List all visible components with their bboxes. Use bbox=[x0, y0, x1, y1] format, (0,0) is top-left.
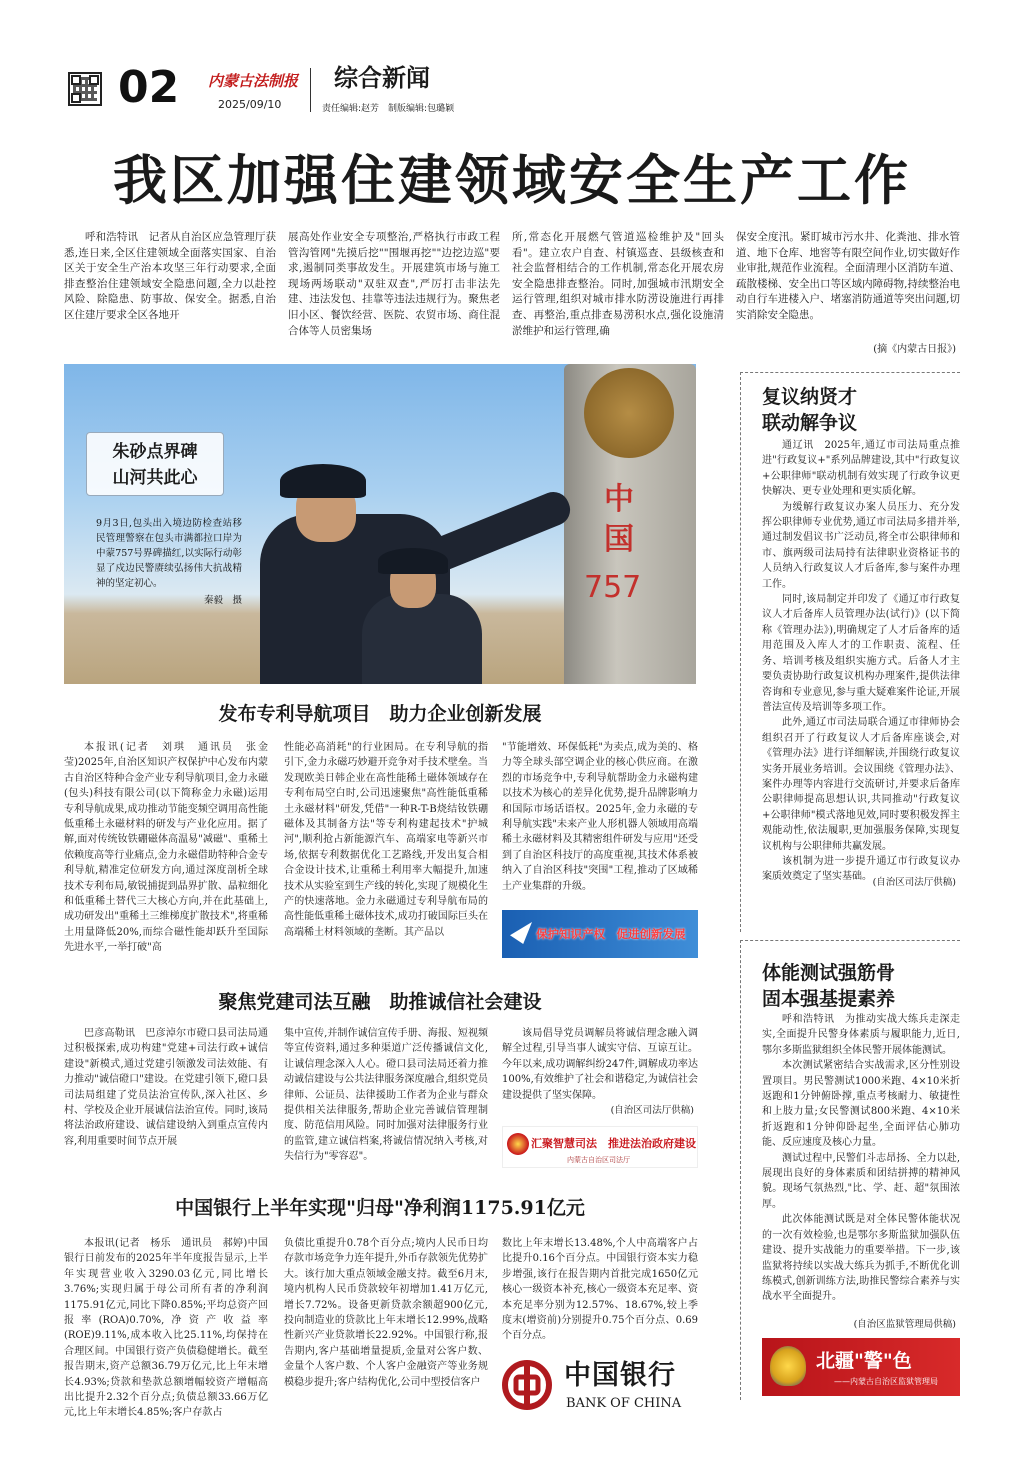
photo-credit: 秦毅 摄 bbox=[203, 595, 242, 606]
qr-code[interactable] bbox=[68, 72, 102, 106]
patent-headline: 发布专利导航项目 助力企业创新发展 bbox=[218, 703, 542, 725]
sidebar1-source: (自治区司法厅供稿) bbox=[872, 877, 956, 888]
caption-title-line-1: 朱砂点界碑 bbox=[112, 442, 198, 462]
main-article-col-2: 展高处作业安全专项整治,严格执行市政工程管沟管网"先摸后挖""围堰再挖""边挖边巡"要求,遏制同类事故发生。开展建筑市场与施工现场两场联动"双驻双查",严厉打击非法先建、违法发包、挂靠等违法违规行为。聚焦老旧小区、餐饮经营、医院、农贸市场、商住混合体等人员密集场 bbox=[288, 231, 500, 337]
boc-col-2: 负债比重提升0.78个百分点;境内人民币日均存款市场竞争力连年提升,外币存款领先优势扩大。该行加大重点领域金融支持。截至6月末,境内机构人民币贷款较年初增加1.41万亿元,增长7.72%。设备更新贷款余额超900亿元,投向制造业的贷款比上年末增长12.99%,战略性新兴产业贷款增长22.92%。中国银行称,报告期内,客户基础增量提质,金量对公客户数、金量个人客户数、个人客户金融资产等业务规模稳步提升;客户结构优化,公司中型授信客户 bbox=[284, 1238, 488, 1388]
justice-emblem-icon bbox=[507, 1133, 529, 1155]
stele-text: 中国 bbox=[604, 482, 634, 557]
party-headline: 聚焦党建司法互融 助推诚信社会建设 bbox=[218, 991, 542, 1013]
page-number: 02 bbox=[118, 62, 180, 113]
paper-name: 内蒙古法制报 bbox=[208, 72, 299, 90]
boc-logo[interactable] bbox=[502, 1356, 698, 1418]
sidebar2-divider bbox=[740, 940, 741, 1400]
national-emblem-icon bbox=[584, 368, 674, 458]
boc-col-3: 数比上年末增长13.48%,个人中高端客户占比提升0.16个百分点。中国银行资本实力稳步增强,该行在报告期内首批完成1650亿元核心一级资本补充,核心一级资本充足率、资本充足率分别为12.57%、18.67%,较上季度末(增资前)分别提升0.75个百分点、0.69个百分点。 bbox=[502, 1238, 698, 1342]
justice-banner-subtext: 内蒙古自治区司法厅 bbox=[567, 1156, 630, 1164]
patent-col-2: 性能必高消耗"的行业困局。在专利导航的指引下,金力永磁巧妙避开竞争对手技术壁垒。当发现欧美日韩企业在高性能稀土磁体领域存在专利布局空白时,公司迅速聚焦"高性能低重稀土永磁材料"研发,凭借"一种R-T-B烧结钕铁硼磁体及其制备方法"等专利构建起技术"护城河",顺利抢占新能源汽车、高端家电等新兴市场,依据专利数据优化工艺路线,开发出复合相合金设计技术,让重稀土利用率大幅提升,加速技术从实验室到生产线的转化,实现了规模化生产的快速落地。金力永磁通过专利导航布局的高性能低重稀土磁体技术,成功打破国际巨头在高端稀土材料领域的垄断。其产品以 bbox=[284, 742, 488, 938]
sidebar2-body: 呼和浩特讯 为推动实战大练兵走深走实,全面提升民警身体素质与履职能力,近日,鄂尔多斯监狱组织全体民警开展体能测试。 本次测试紧密结合实战需求,区分性别设置项目。男民警测试1000米跑、4×10米折返跑和1分钟俯卧撑,重点考核耐力、敏捷性和上肢力量;女民警测试800米跑、4×10米折返跑和1分钟仰卧起坐,全面评估心肺功能、反应速度及核心力量。 测试过程中,民警们斗志昂扬、全力以赴,展现出良好的身体素质和团结拼搏的精神风貌。现场气氛热烈,"比、学、赶、超"氛围浓厚。 此次体能测试既是对全体民警体能状况的一次有效检验,也是鄂尔多斯监狱加强队伍建设、提升实战能力的重要举措。下一步,该监狱将持续以实战大练兵为抓手,不断优化训练模式,创新训练方法,助推民警综合素养与实战水平全面提升。 bbox=[762, 1014, 960, 1303]
sidebar-divider bbox=[740, 372, 741, 932]
party-source: (自治区司法厅供稿) bbox=[610, 1105, 694, 1116]
main-article-col-4: 保安全度汛。紧盯城市污水井、化粪池、排水管道、地下仓库、地窖等有限空间作业,切实做好作业审批,规范作业流程。全面清理小区消防车道、疏散楼梯、安全出口等区域内障碍物,持续整治电动自行车进楼入户、堵塞消防通道等突出问题,切实消除安全隐患。 bbox=[736, 231, 960, 321]
patent-col-3: "节能增效、环保低耗"为卖点,成为美的、格力等全球头部空调企业的核心供应商。在激烈的市场竞争中,专利导航帮助金力永磁构建以技术为核心的差异化优势,提升品牌影响力和国际市场话语权。2025年,金力永磁的专利导航实践"未来产业人形机器人领域用高端稀土永磁材料及其精密组件研发与应用"还受到了自治区科技厅的高度重视,其技术体系被纳入了自治区科技"突围"工程,推动了区域稀土产业集群的升级。 bbox=[502, 742, 698, 892]
photo-caption-box bbox=[86, 432, 224, 496]
boc-col-1: 本报讯(记者 杨乐 通讯员 郝婷)中国银行日前发布的2025年半年度报告显示,上半年实现营业收入3290.03亿元,同比增长3.76%;实现归属于母公司所有者的净利润1175.91亿元,同比下降0.85%;平均总资产回报率(ROA)0.70%,净资产收益率(ROE)9.11%,成本收入比25.11%,均保持在合理区间。中国银行资产负债稳健增长。截至报告期末,资产总额36.79万亿元,比上年末增长4.93%;贷款和垫款总额增幅较资产增幅高出比提升2.32个百分点;负债总额33.66万亿元,比上年末增长4.85%;客户存款占 bbox=[64, 1238, 268, 1419]
justice-banner-text: 汇聚智慧司法 推进法治政府建设 bbox=[531, 1137, 696, 1150]
sidebar2-source: (自治区监狱管理局供稿) bbox=[853, 1319, 956, 1330]
main-article-source: (摘《内蒙古日报》) bbox=[873, 344, 956, 355]
sidebar-top-rule bbox=[740, 372, 960, 373]
sidebar2-title-line-1: 体能测试强筋骨 bbox=[762, 962, 896, 984]
sidebar2-top-rule bbox=[740, 940, 960, 941]
ip-banner[interactable] bbox=[502, 910, 698, 958]
justice-banner[interactable] bbox=[502, 1126, 698, 1168]
stele-number: 757 bbox=[584, 570, 642, 605]
issue-date: 2025/09/10 bbox=[218, 98, 282, 111]
section-title: 综合新闻 bbox=[334, 63, 430, 92]
officer-cap bbox=[280, 464, 366, 498]
boc-logo-chinese: 中国银行 bbox=[564, 1360, 676, 1391]
boc-headline: 中国银行上半年实现"归母"净利润1175.91亿元 bbox=[175, 1197, 585, 1219]
ip-banner-bird-icon bbox=[510, 922, 532, 944]
party-col-3: 该局倡导党员调解员将诚信理念融入调解全过程,引导当事人诚实守信、互谅互让。今年以来,成功调解纠纷247件,调解成功率达100%,有效维护了社会和谐稳定,为诚信社会建设提供了坚实保障。 bbox=[502, 1028, 698, 1101]
caption-title-line-2: 山河共此心 bbox=[112, 468, 198, 488]
sidebar1-title-line-1: 复议纳贤才 bbox=[762, 386, 858, 408]
boc-logo-english: BANK OF CHINA bbox=[566, 1396, 682, 1411]
sidebar1-title-line-2: 联动解争议 bbox=[762, 412, 858, 434]
police-badge-icon bbox=[770, 1346, 806, 1386]
main-article-col-3: 所,常态化开展燃气管道巡检维护及"回头看"。建立农户自查、村镇巡查、县级核查和社会监督相结合的工作机制,常态化开展农房安全隐患排查整治。同时,加强城市汛期安全运行管理,组织对城市排水防涝设施进行再排查、再整治,重点排查易涝积水点,强化设施清淤维护和运行管理,确 bbox=[512, 231, 724, 337]
main-article-col-1: 呼和浩特讯 记者从自治区应急管理厅获悉,连日来,全区住建领域全面落实国家、自治区关于安全生产治本攻坚三年行动要求,全面排查整治住建领域安全隐患问题,全力以赴控风险、除隐患、防事故、保安全。据悉,自治区住建厅要求全区各地开 bbox=[64, 231, 276, 321]
patent-col-1: 本报讯(记者 刘琪 通讯员 张金莹)2025年,自治区知识产权保护中心发布内蒙古自治区特种合金产业专利导航项目,金力永磁(包头)科技有限公司(以下简称金力永磁)运用专利导航成果,成功推动节能变频空调用高性能低重稀土永磁材料的研发与产业化应用。据了解,面对传统钕铁硼磁体高温易"减磁"、重稀土依赖度高等行业痛点,金力永磁借助特种合金专利导航,精准定位研发方向,通过深度剖析全球技术专利布局,敏锐捕捉到晶界扩散、晶粒细化和低重稀土替代三大核心方向,并在此基础上,成功研发出"重稀土三维梯度扩散技术",将重稀土用量降低20%,而综合磁性能却跃升至国际先进水平,一举打破"高 bbox=[64, 742, 268, 954]
prison-banner[interactable] bbox=[762, 1338, 960, 1396]
prison-banner-subtext: ——内蒙古自治区监狱管理局 bbox=[834, 1377, 938, 1386]
ip-banner-text: 保护知识产权 促进创新发展 bbox=[536, 927, 686, 941]
editors-line: 责任编辑:赵芳 制版编辑:包璐颖 bbox=[322, 104, 455, 114]
second-officer-figure bbox=[362, 594, 482, 684]
party-col-2: 集中宣传,并制作诚信宣传手册、海报、短视频等宣传资料,通过多种渠道广泛传播诚信文化,让诚信理念深入人心。磴口县司法局还着力推动诚信建设与公共法律服务深度融合,组织党员律师、公证员、法律援助工作者为企业与群众提供相关法律服务,帮助企业完善诚信管理制度、防范信用风险。同时加强对法律服务行业的监管,建立诚信档案,将诚信情况纳入考核,对失信行为"零容忍"。 bbox=[284, 1028, 488, 1163]
sidebar1-body: 通辽讯 2025年,通辽市司法局重点推进"行政复议+"系列品牌建设,其中"行政复议+公职律师"联动机制有效实现了行政争议更快解决、更专业处理和更实质化解。 为缓解行政复议办案人员压力、充分发挥公职律师专业优势,通辽市司法局多措并举,通过制发倡议书广泛动员,将全市公职律师和市、旗两级司法局持有法律职业资格证书的人员纳入行政复议人才后备库,参与案件办理工作。 同时,该局制定并印发了《通辽市行政复议人才后备库人员管理办法(试行)》(以下简称《管理办法》),明确规定了人才后备库的适用范围及入库人才的工作职责、流程、任务、培训考核及组织实施方式。后备人才主要负责协助行政复议机构办理案件,提供法律咨询和专业意见,参与重大疑难案件论证,开展普法宣传及培训等多项工作。 此外,通辽市司法局联合通辽市律师协会组织召开了行政复议人才后备库座谈会,对《管理办法》进行详细解读,并围绕行政复议实务开展业务培训。会议围绕《管理办法》、案件办理等内容进行交流研讨,并要求后备库公职律师提高思想认识,共同推动"行政复议+公职律师"模式落地见效,同时要积极发挥主观能动性,依法履职,更加强服务保障,实现复议机构与公职律师共赢发展。 该机制为进一步提升通辽市行政复议办案质效奠定了坚实基础。 bbox=[762, 440, 960, 883]
sidebar2-title-line-2: 固本强基提素养 bbox=[762, 988, 896, 1010]
masthead-divider bbox=[310, 68, 311, 112]
party-col-1: 巴彦高勒讯 巴彦淖尔市磴口县司法局通过积极探索,成功构建"党建+司法行政+诚信建设"新模式,通过党建引领激发司法效能、有力推动"诚信磴口"建设。在党建引领下,磴口县司法局组建了党员法治宣传队,深入社区、乡村、学校及企业开展诚信法治宣传。同时,该局将法治政府建设、诚信建设纳入到重点宣传内容,利用重要时间节点开展 bbox=[64, 1028, 268, 1147]
boc-logo-icon bbox=[502, 1360, 552, 1410]
second-officer-cap bbox=[378, 548, 448, 574]
prison-banner-text: 北疆"警"色 bbox=[816, 1350, 912, 1372]
main-headline: 我区加强住建领域安全生产工作 bbox=[113, 148, 911, 212]
photo-caption-text: 9月3日,包头出入境边防检查站移民管理警察在包头市满都拉口岸为中蒙757号界碑描红,以实际行动彰显了戍边民警赓续弘扬伟大抗战精神的坚定初心。 秦毅 摄 bbox=[96, 518, 242, 606]
